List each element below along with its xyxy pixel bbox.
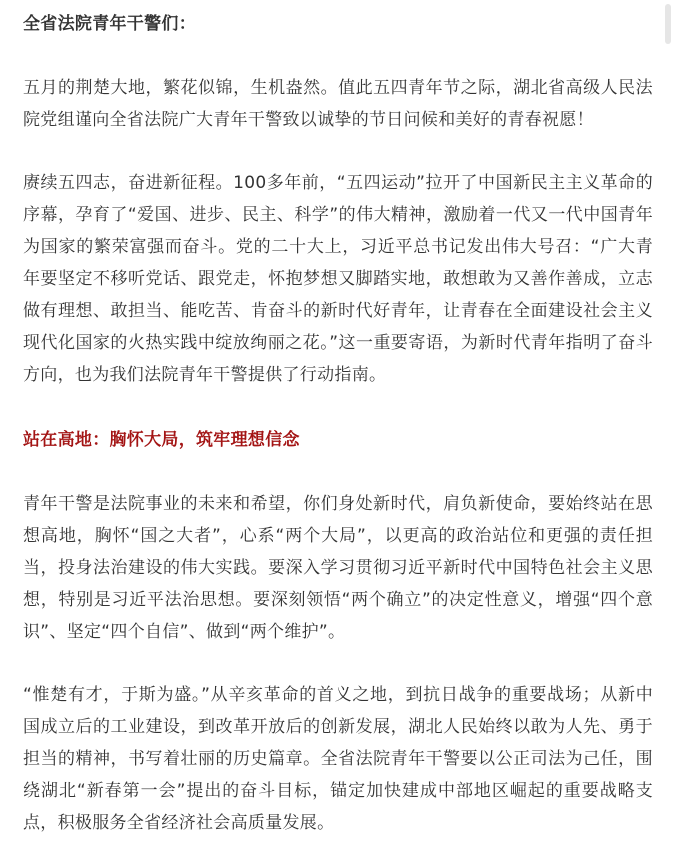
- paragraph-hubei: “惟楚有才，于斯为盛。”从辛亥革命的首义之地，到抗日战争的重要战场；从新中国成立后的工业建设，到改革开放后的创新发展，湖北人民始终以敢为人先、勇于担当的精神，书写着壮丽的历史篇章。全省法院青年干警要以公正司法为己任，围绕湖北“新春第一会”提出的奋斗目标，锚定加快建成中部地区崛起的重要战略支点，积极服务全省经济社会高质量发展。: [23, 685, 653, 833]
- paragraph-young-officers: 青年干警是法院事业的未来和希望，你们身处新时代，肩负新使命，要始终站在思想高地，胸怀“国之大者”，心系“两个大局”，以更高的政治站位和更强的责任担当，投身法治建设的伟大实践。要深入学习贯彻习近平新时代中国特色社会主义思想，特别是习近平法治思想。要深刻领悟“两个确立”的决定性意义，增强“四个意识”、坚定“四个自信”、做到“两个维护”。: [23, 494, 653, 642]
- scrollbar[interactable]: [663, 0, 673, 850]
- section-heading: 站在高地：胸怀大局，筑牢理想信念: [23, 430, 300, 450]
- paragraph-intro: 五月的荆楚大地，繁花似锦，生机盎然。值此五四青年节之际，湖北省高级人民法院党组谨向全省法院广大青年干警致以诚挚的节日问候和美好的青春祝愿！: [23, 78, 653, 130]
- paragraph-may-fourth: 赓续五四志，奋进新征程。100多年前，“五四运动”拉开了中国新民主主义革命的序幕，孕育了“爱国、进步、民主、科学”的伟大精神，激励着一代又一代中国青年为国家的繁荣富强而奋斗。党的二十大上，习近平总书记发出伟大号召：“广大青年要坚定不移听党话、跟党走，怀抱梦想又脚踏实地，敢想敢为又善作善成，立志做有理想、敢担当、能吃苦、肯奋斗的新时代好青年，让青春在全面建设社会主义现代化国家的火热实践中绽放绚丽之花。”这一重要寄语，为新时代青年指明了奋斗方向，也为我们法院青年干警提供了行动指南。: [23, 173, 653, 385]
- greeting-line: 全省法院青年干警们：: [23, 14, 196, 34]
- scrollbar-thumb[interactable]: [665, 4, 671, 44]
